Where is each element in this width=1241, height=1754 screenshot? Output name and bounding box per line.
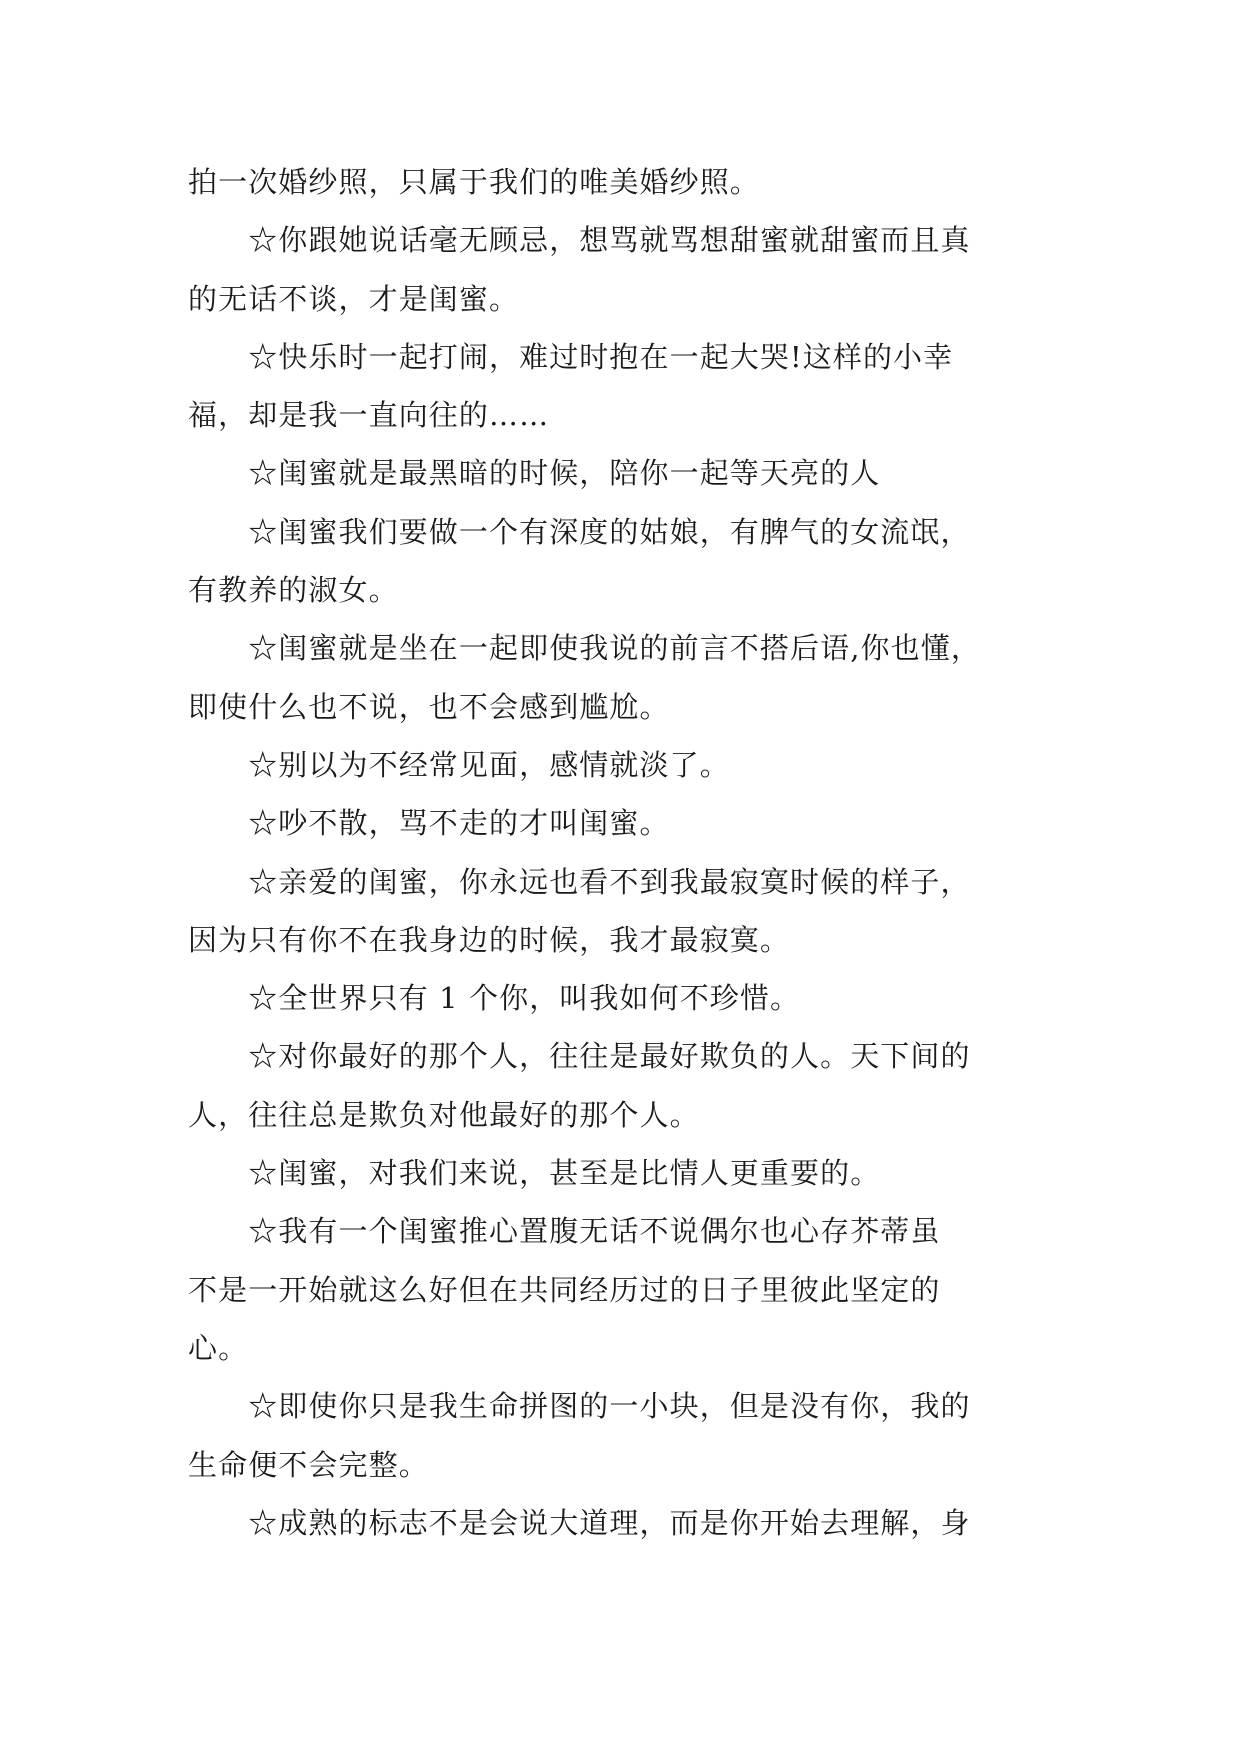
paragraph: ☆你跟她说话毫无顾忌，想骂就骂想甜蜜就甜蜜而且真 的无话不谈，才是闺蜜。 bbox=[188, 223, 971, 316]
paragraph: ☆对你最好的那个人，往往是最好欺负的人。天下间的 人，往往总是欺负对他最好的那个人。 bbox=[188, 1039, 971, 1132]
paragraph: ☆成熟的标志不是会说大道理，而是你开始去理解，身 bbox=[188, 1505, 971, 1540]
paragraph: ☆我有一个闺蜜推心置腹无话不说偶尔也心存芥蒂虽 不是一开始就这么好但在共同经历过的日子里彼此坚定的 心。 bbox=[188, 1214, 941, 1365]
paragraph: 拍一次婚纱照，只属于我们的唯美婚纱照。 bbox=[188, 165, 760, 199]
paragraph: ☆别以为不经常见面，感情就淡了。 bbox=[188, 747, 730, 782]
paragraph: ☆吵不散，骂不走的才叫闺蜜。 bbox=[188, 806, 670, 841]
paragraph: ☆闺蜜就是最黑暗的时候，陪你一起等天亮的人 bbox=[188, 456, 881, 491]
paragraph: ☆亲爱的闺蜜，你永远也看不到我最寂寞时候的样子， 因为只有你不在我身边的时候，我才最寂寞。 bbox=[188, 864, 971, 957]
paragraph: ☆闺蜜就是坐在一起即使我说的前言不搭后语,你也懂， 即使什么也不说，也不会感到尴尬。 bbox=[188, 631, 981, 724]
paragraph: ☆闺蜜我们要做一个有深度的姑娘，有脾气的女流氓， 有教养的淑女。 bbox=[188, 514, 971, 608]
paragraph: ☆闺蜜，对我们来说，甚至是比情人更重要的。 bbox=[188, 1156, 881, 1191]
paragraph: ☆即使你只是我生命拼图的一小块，但是没有你，我的 生命便不会完整。 bbox=[188, 1389, 971, 1482]
paragraph: ☆快乐时一起打闹，难过时抱在一起大哭!这样的小幸 福，却是我一直向往的…… bbox=[188, 339, 954, 433]
paragraph: ☆全世界只有 1 个你，叫我如何不珍惜。 bbox=[188, 981, 801, 1016]
body-text bbox=[188, 153, 1056, 1552]
